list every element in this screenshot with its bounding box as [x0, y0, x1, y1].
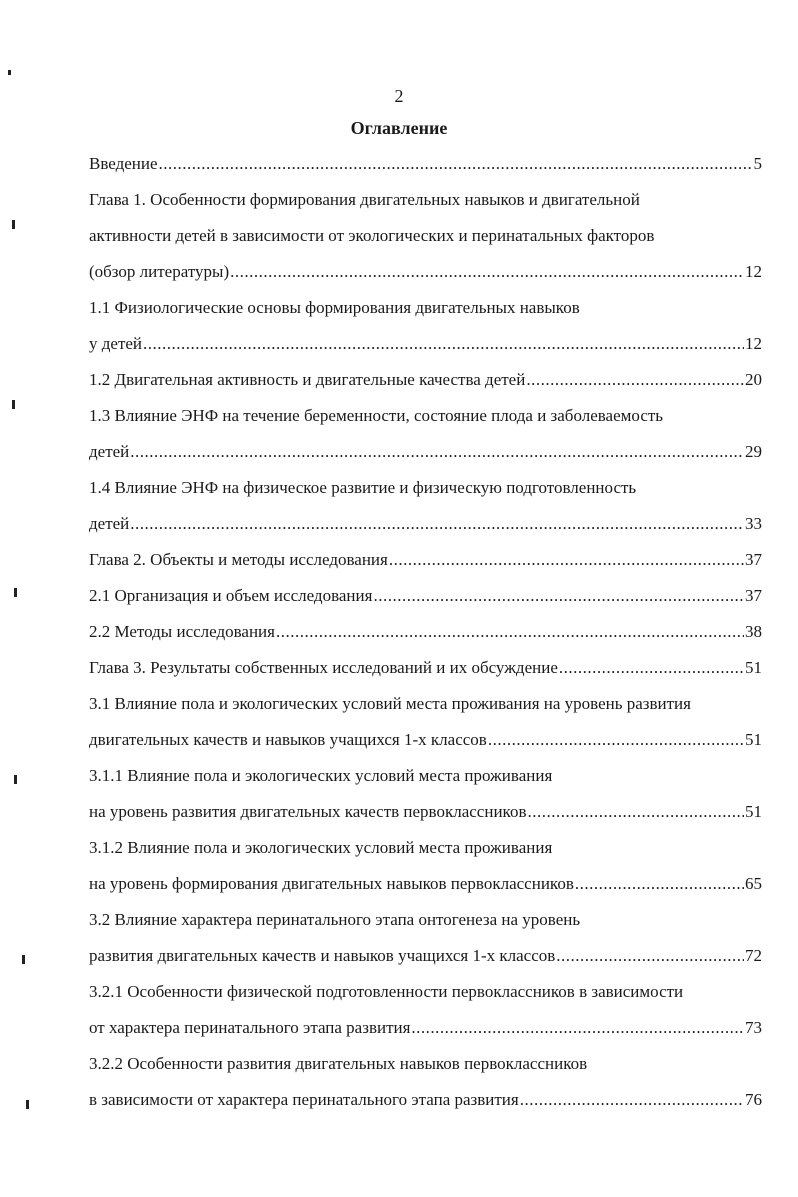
toc-entry — [89, 722, 762, 758]
toc-entry-text: 2.2 Методы исследования — [89, 622, 275, 641]
toc-page-number: 37 — [745, 586, 762, 605]
scan-mark — [22, 955, 25, 964]
toc-entry-continued — [89, 398, 762, 434]
dot-leader — [130, 506, 744, 542]
dot-leader — [488, 722, 744, 758]
toc-entry-text: 3.2.1 Особенности физической подготовленности первоклассников в зависимости — [89, 982, 684, 1001]
toc-entry-text: в зависимости от характера перинатального этапа развития — [89, 1090, 519, 1109]
toc-page-number: 33 — [745, 514, 762, 533]
toc-entry-text: Глава 3. Результаты собственных исследований и их обсуждение — [89, 658, 558, 677]
toc-page-number: 5 — [753, 154, 762, 173]
toc-entry-continued — [89, 902, 762, 938]
toc-page-number: 73 — [745, 1018, 762, 1037]
toc-entry — [89, 326, 762, 362]
toc-entry-text: Глава 2. Объекты и методы исследования — [89, 550, 388, 569]
toc-entry — [89, 542, 762, 578]
page-title: Оглавление — [350, 118, 448, 138]
toc-page-number: 38 — [745, 622, 762, 641]
toc-entry-text: 3.1.1 Влияние пола и экологических условий места проживания — [89, 766, 553, 785]
toc-entry — [89, 794, 762, 830]
scan-mark — [14, 588, 17, 597]
toc-entry — [89, 650, 762, 686]
toc-entry-text: активности детей в зависимости от экологических и перинатальных факторов — [89, 226, 655, 245]
dot-leader — [389, 542, 744, 578]
toc-entry-text: Введение — [89, 154, 158, 173]
toc-entry-continued — [89, 218, 762, 254]
toc-entry — [89, 866, 762, 902]
page-number: 2 — [394, 86, 404, 106]
dot-leader — [159, 146, 753, 182]
toc-entry-text: Глава 1. Особенности формирования двигательных навыков и двигательной — [89, 190, 640, 209]
toc-entry — [89, 1010, 762, 1046]
dot-leader — [527, 794, 744, 830]
toc-page-number: 65 — [745, 874, 762, 893]
toc-entry-continued — [89, 686, 762, 722]
toc-entry — [89, 254, 762, 290]
toc-page-number: 20 — [745, 370, 762, 389]
scan-mark — [12, 400, 15, 409]
dot-leader — [276, 614, 744, 650]
scan-mark — [8, 70, 11, 75]
scan-mark — [14, 775, 17, 784]
toc-entry-text: 1.2 Двигательная активность и двигательные качества детей — [89, 370, 526, 389]
toc-entry-text: детей — [89, 514, 130, 533]
dot-leader — [373, 578, 744, 614]
toc-entry — [89, 578, 762, 614]
dot-leader — [230, 254, 744, 290]
toc-entry-text: двигательных качеств и навыков учащихся 1-х классов — [89, 730, 487, 749]
toc-entry-continued — [89, 1046, 762, 1082]
toc-entry-continued — [89, 470, 762, 506]
toc-entry-text: 1.1 Физиологические основы формирования двигательных навыков — [89, 298, 580, 317]
toc-entry-text: 2.1 Организация и объем исследования — [89, 586, 373, 605]
dot-leader — [556, 938, 744, 974]
toc-entry-text: 1.3 Влияние ЭНФ на течение беременности, состояние плода и заболеваемость — [89, 406, 664, 425]
toc-entry — [89, 614, 762, 650]
toc-entry-text: на уровень развития двигательных качеств первоклассников — [89, 802, 527, 821]
toc-entry-continued — [89, 182, 762, 218]
toc-entry-text: 3.2 Влияние характера перинатального этапа онтогенеза на уровень — [89, 910, 581, 929]
toc-entry — [89, 938, 762, 974]
toc-entry-text: от характера перинатального этапа развития — [89, 1018, 411, 1037]
toc-entry-text: на уровень формирования двигательных навыков первоклассников — [89, 874, 574, 893]
toc-page-number: 29 — [745, 442, 762, 461]
toc-entry-text: 3.1 Влияние пола и экологических условий места проживания на уровень развития — [89, 694, 691, 713]
toc-entry-continued — [89, 974, 762, 1010]
toc-entry-text: (обзор литературы) — [89, 262, 230, 281]
scan-mark — [26, 1100, 29, 1109]
toc-entry-continued — [89, 290, 762, 326]
toc-entry — [89, 362, 762, 398]
toc-page-number: 51 — [745, 658, 762, 677]
toc-entry-continued — [89, 758, 762, 794]
dot-leader — [526, 362, 744, 398]
toc-entry-text: у детей — [89, 334, 143, 353]
toc-entry-text: 3.2.2 Особенности развития двигательных навыков первоклассников — [89, 1054, 588, 1073]
toc-entry — [89, 434, 762, 470]
toc-entry — [89, 506, 762, 542]
dot-leader — [411, 1010, 744, 1046]
toc-page-number: 37 — [745, 550, 762, 569]
toc-page-number: 51 — [745, 802, 762, 821]
toc-entry-text: 1.4 Влияние ЭНФ на физическое развитие и физическую подготовленность — [89, 478, 637, 497]
toc-page-number: 12 — [745, 334, 762, 353]
dot-leader — [130, 434, 744, 470]
toc-entry — [89, 1082, 762, 1118]
toc-entry-continued — [89, 830, 762, 866]
toc-entry-text: развития двигательных качеств и навыков учащихся 1-х классов — [89, 946, 556, 965]
toc-entry-text: 3.1.2 Влияние пола и экологических условий места проживания — [89, 838, 553, 857]
toc-page-number: 51 — [745, 730, 762, 749]
table-of-contents — [89, 146, 762, 1118]
toc-page-number: 12 — [745, 262, 762, 281]
dot-leader — [143, 326, 744, 362]
dot-leader — [520, 1082, 744, 1118]
toc-entry-text: детей — [89, 442, 130, 461]
dot-leader — [575, 866, 744, 902]
scan-mark — [12, 220, 15, 229]
toc-entry — [89, 146, 762, 182]
dot-leader — [559, 650, 744, 686]
toc-page-number: 76 — [745, 1090, 762, 1109]
toc-page-number: 72 — [745, 946, 762, 965]
